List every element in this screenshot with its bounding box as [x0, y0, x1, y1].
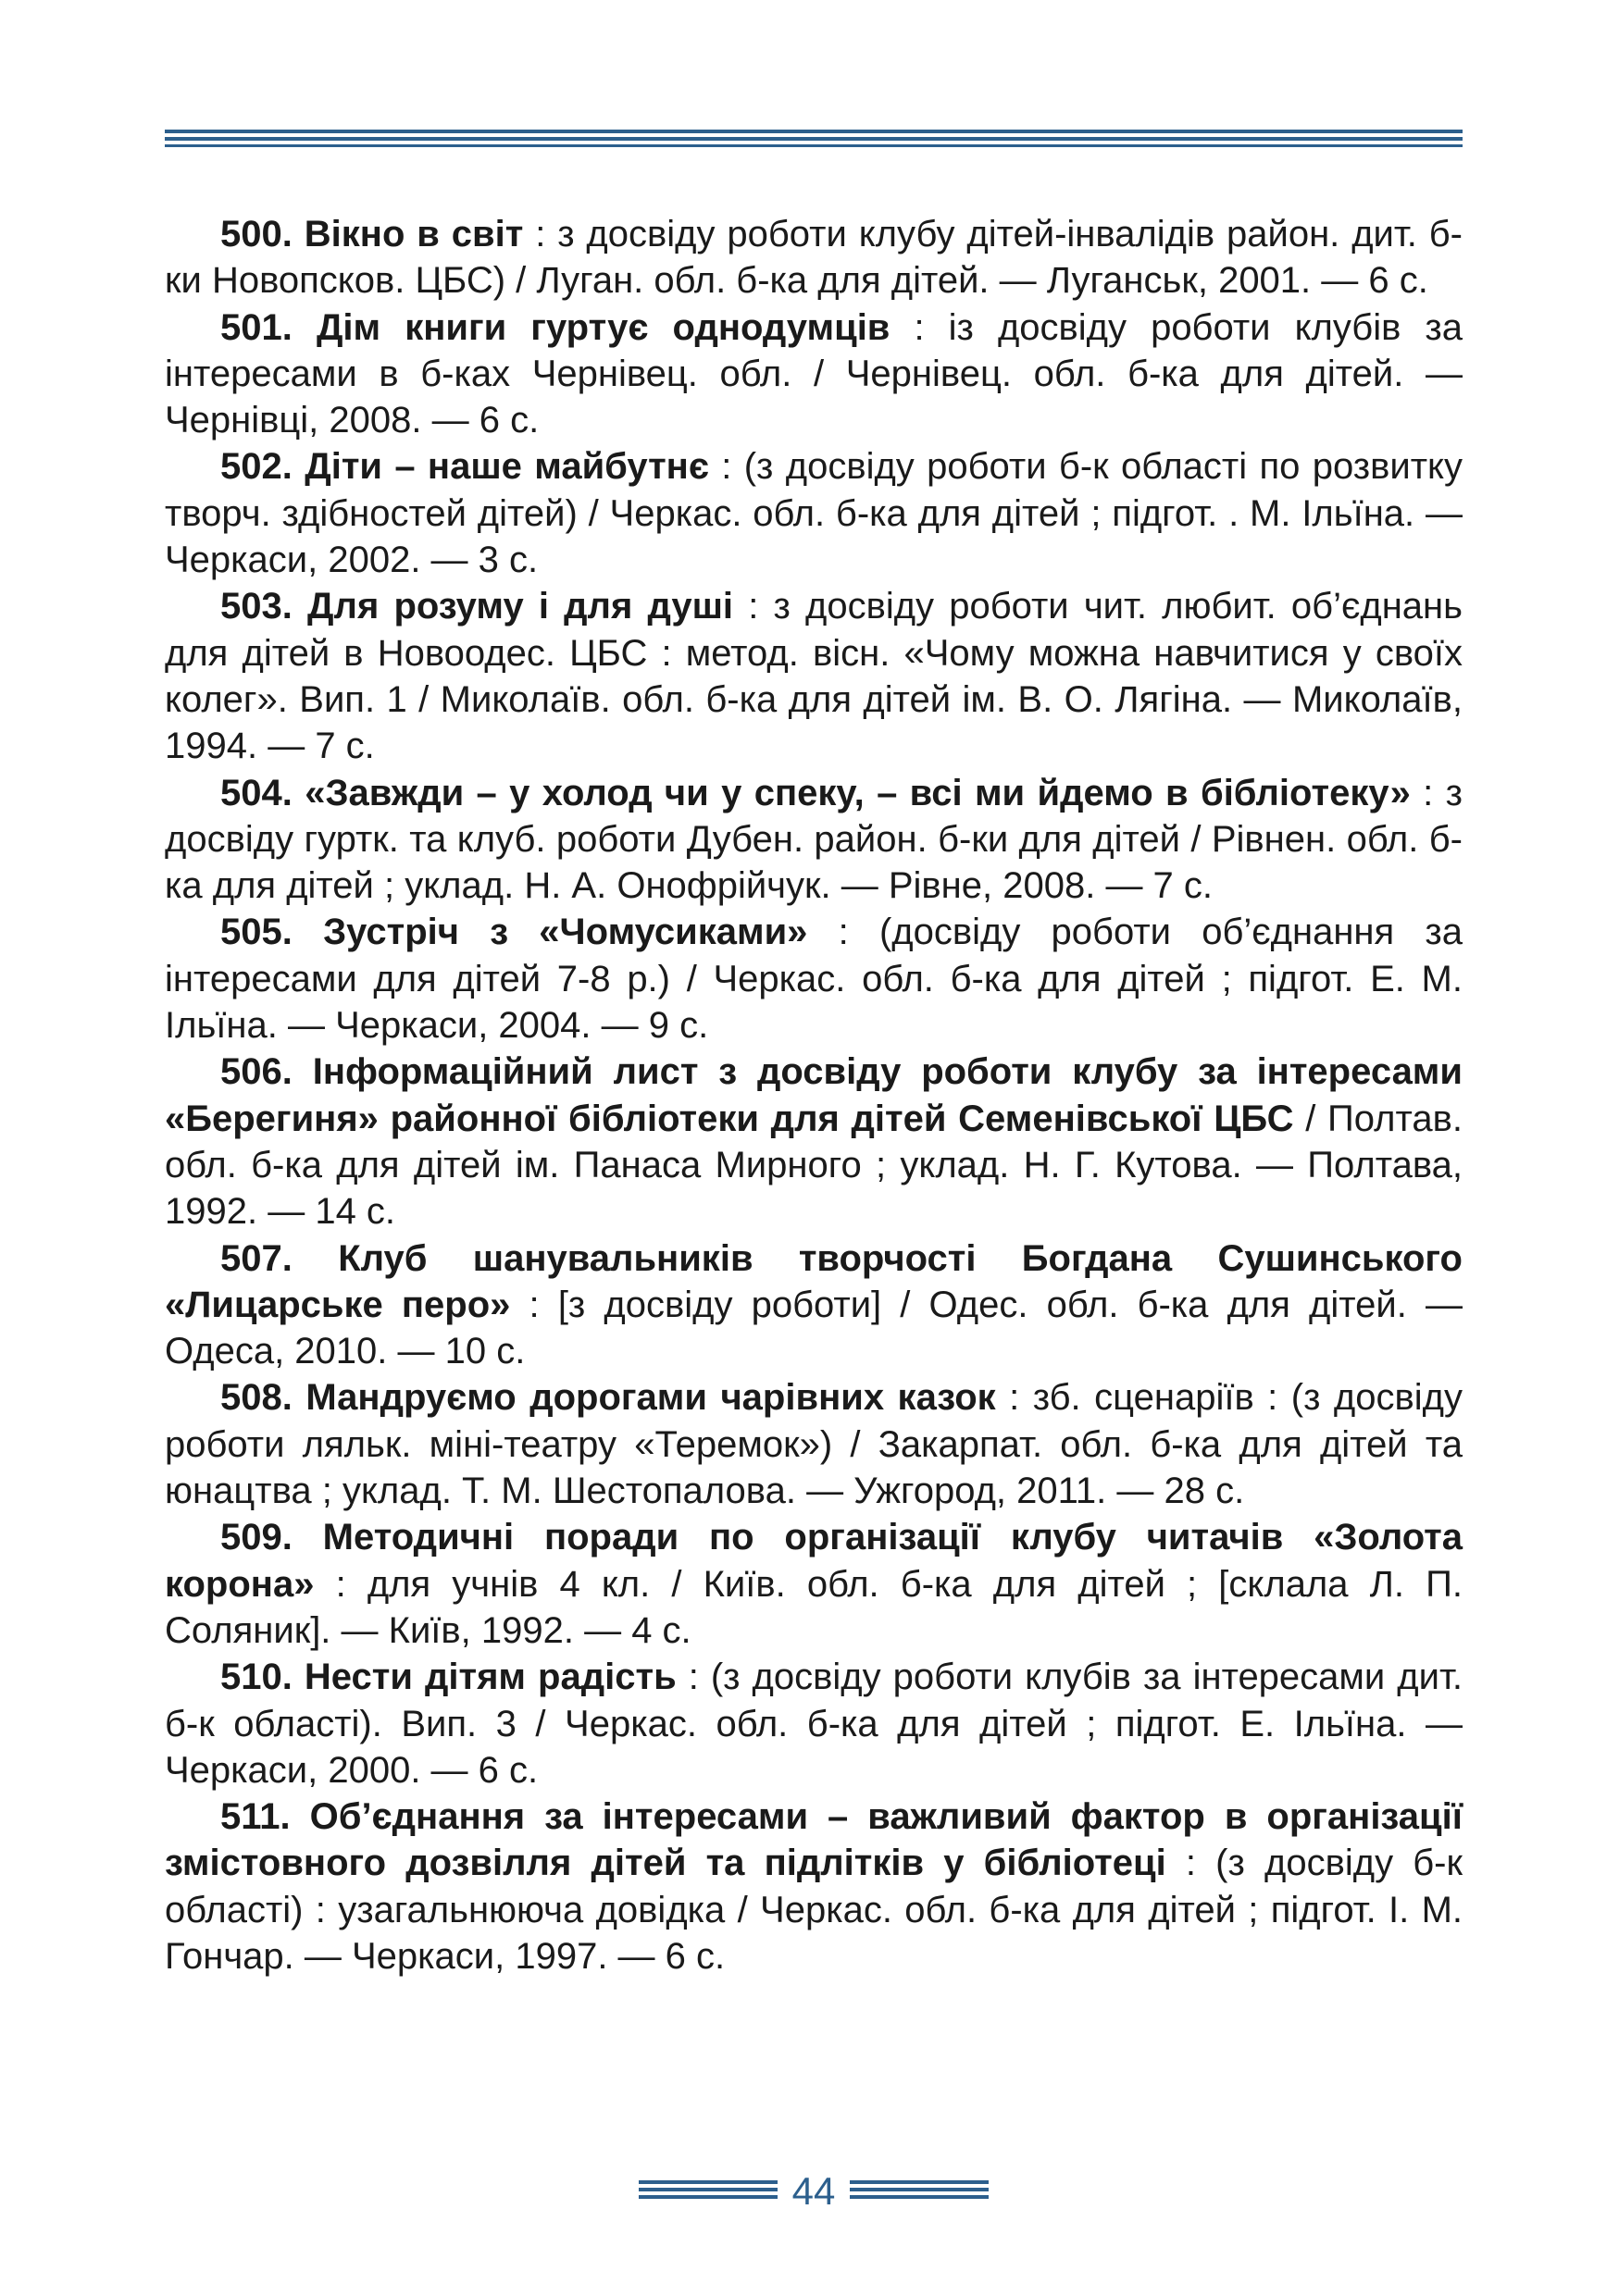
footer-rule-line — [850, 2195, 989, 2199]
entry-title: Зустріч з «Чомусиками» — [323, 912, 808, 953]
bibliography-list — [165, 211, 1463, 1980]
header-rule-line — [165, 137, 1463, 141]
entry-details: : (досвіду роботи об’єднання за інтересами для дітей 7-8 р.) / Черкас. обл. б-ка для дітей ; підгот. Е. М. Ільїна. — Черкаси, 2004. — 9 с. — [165, 912, 1463, 1047]
entry-number: 500. — [220, 214, 293, 254]
bibliography-entry — [165, 583, 1463, 769]
entry-number: 501. — [220, 306, 293, 348]
entry-title: Мандруємо дорогами чарівних казок — [305, 1377, 996, 1419]
entry-title: «Завжди – у холод чи у спеку, – всі ми йдемо в бібліотеку» — [305, 772, 1411, 813]
entry-number: 509. — [220, 1517, 293, 1558]
bibliography-entry — [165, 770, 1463, 910]
bibliography-entry — [165, 1374, 1463, 1514]
entry-title: Об’єднання за інтересами – важливий фактор в організації змістовного дозвілля дітей та підлітків у бібліотеці — [165, 1796, 1463, 1884]
entry-title: Нести дітям радість — [304, 1657, 677, 1698]
entry-details: : [з досвіду роботи] / Одес. обл. б-ка для дітей. — Одеса, 2010. — 10 с. — [165, 1284, 1463, 1372]
entry-number: 503. — [220, 586, 293, 627]
page-number: 44 — [791, 2169, 836, 2213]
entry-details: / Полтав. обл. б-ка для дітей ім. Панаса Мирного ; уклад. Н. Г. Кутова. — Полтава, 1992. — 14 с. — [165, 1098, 1463, 1233]
entry-details: : (з досвіду б-к області) : узагальнююча довідка / Черкас. обл. б-ка для дітей ; підгот. І. М. Гончар. — Черкаси, 1997. — 6 с. — [165, 1843, 1463, 1977]
footer-rule-line — [639, 2180, 778, 2184]
entry-details: : (з досвіду роботи клубів за інтересами дит. б-к області). Вип. 3 / Черкас. обл. б-ка для дітей ; підгот. Е. Ільїна. — Черкаси, 2000. — 6 с. — [165, 1657, 1463, 1791]
entry-details: : для учнів 4 кл. / Київ. обл. б-ка для дітей ; [склала Л. П. Соляник]. — Київ, 1992. — 4 с. — [165, 1563, 1463, 1651]
header-rule-line — [165, 144, 1463, 147]
entry-details: : із досвіду роботи клубів за інтересами в б-ках Чернівец. обл. / Чернівец. обл. б-ка для дітей. — Чернівці, 2008. — 6 с. — [165, 306, 1463, 441]
entry-details: : з досвіду гуртк. та клуб. роботи Дубен. район. б-ки для дітей / Рівнен. обл. б-ка для дітей ; уклад. Н. А. Онофрійчук. — Рівне, 2008. — 7 с. — [165, 772, 1463, 907]
entry-details: : (з досвіду роботи б-к області по розвитку творч. здібностей дітей) / Черкас. обл. б-ка для дітей ; підгот. . М. Ільїна. — Черкаси, 2002. — 3 с. — [165, 446, 1463, 581]
bibliography-entry — [165, 1514, 1463, 1654]
entry-details: : з досвіду роботи клубу дітей-інвалідів район. дит. б-ки Новопсков. ЦБС) / Луган. обл. б-ка для дітей. — Луганськ, 2001. — 6 с. — [165, 214, 1463, 302]
entry-title: Методичні поради по організації клубу читачів «Золота корона» — [165, 1517, 1463, 1605]
entry-number: 508. — [220, 1377, 293, 1419]
entry-number: 505. — [220, 912, 293, 953]
entry-number: 510. — [220, 1657, 293, 1698]
bibliography-entry — [165, 304, 1463, 444]
bibliography-entry — [165, 1235, 1463, 1375]
entry-title: Вікно в світ — [304, 214, 524, 254]
entry-details: : зб. сценаріїв : (з досвіду роботи ляльк. міні-театру «Теремок») / Закарпат. обл. б-ка для дітей та юнацтва ; уклад. Т. М. Шестопалова. — Ужгород, 2011. — 28 с. — [165, 1377, 1463, 1512]
footer-rule-left — [639, 2180, 778, 2203]
footer-rule-line — [850, 2188, 989, 2191]
entry-details: : з досвіду роботи чит. любит. об’єднань для дітей в Новоодес. ЦБС : метод. вісн. «Чому можна навчитися у своїх колег». Вип. 1 / Миколаїв. обл. б-ка для дітей ім. В. О. Лягіна. — Миколаїв, 1994. — 7 с. — [165, 586, 1463, 767]
bibliography-entry — [165, 1793, 1463, 1980]
bibliography-entry — [165, 443, 1463, 583]
header-rule — [165, 130, 1463, 151]
bibliography-entry — [165, 1654, 1463, 1793]
entry-number: 506. — [220, 1051, 293, 1093]
bibliography-entry — [165, 211, 1463, 304]
footer-rule-right — [850, 2180, 989, 2203]
entry-title: Діти – наше майбутнє — [305, 446, 709, 488]
entry-title: Клуб шанувальників творчості Богдана Сушинського «Лицарське перо» — [165, 1237, 1463, 1325]
entry-title: Інформаційний лист з досвіду роботи клубу за інтересами «Берегиня» районної бібліотеки для дітей Семенівської ЦБС — [165, 1051, 1463, 1139]
entry-title: Дім книги гуртує однодумців — [316, 306, 890, 348]
footer-rule-line — [639, 2188, 778, 2191]
bibliography-entry — [165, 909, 1463, 1049]
footer-rule-line — [850, 2180, 989, 2184]
header-rule-line — [165, 130, 1463, 133]
entry-title: Для розуму і для душі — [307, 586, 734, 627]
page-footer — [0, 2166, 1619, 2221]
entry-number: 502. — [220, 446, 293, 488]
bibliography-entry — [165, 1049, 1463, 1235]
entry-number: 507. — [220, 1237, 293, 1279]
footer-rule-line — [639, 2195, 778, 2199]
entry-number: 511. — [220, 1796, 291, 1838]
entry-number: 504. — [220, 772, 293, 813]
